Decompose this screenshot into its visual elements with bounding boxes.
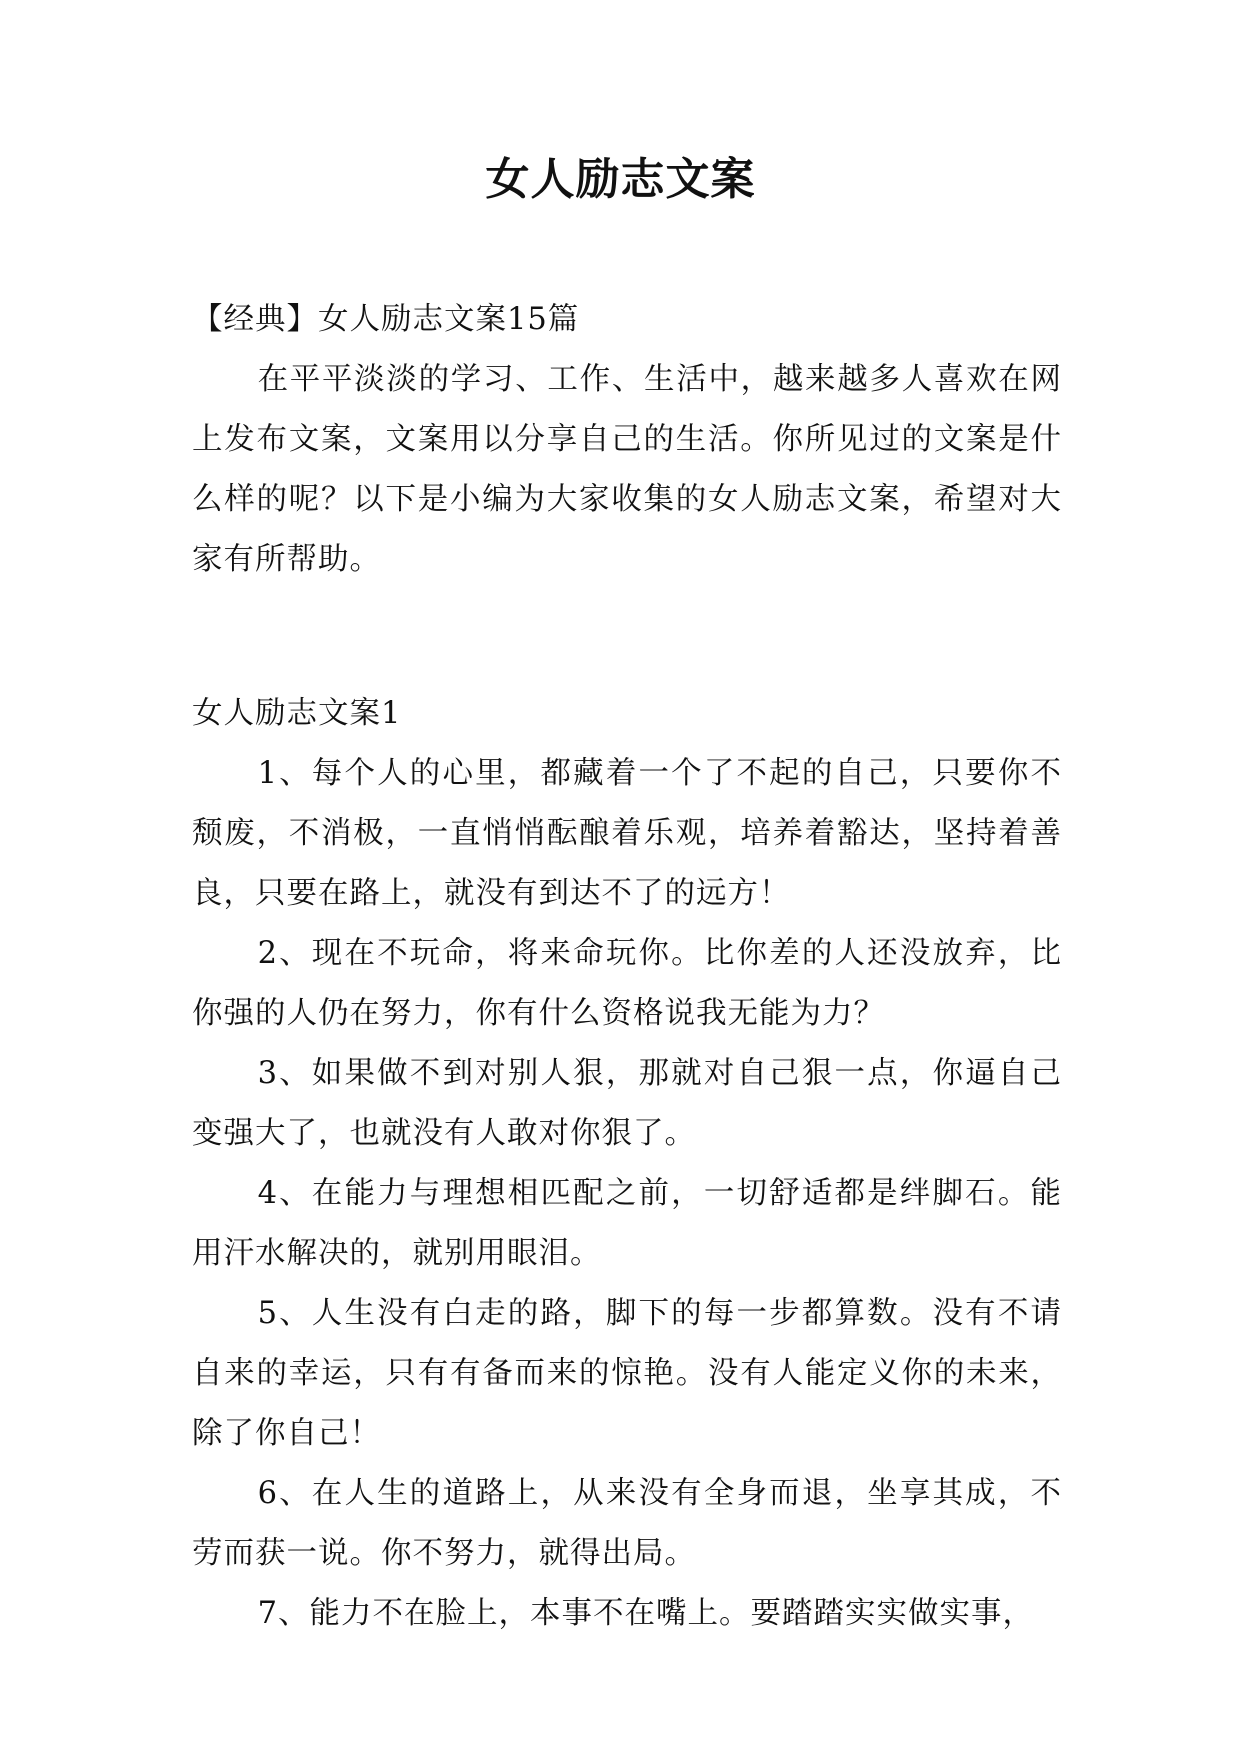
list-item: 7、能力不在脸上，本事不在嘴上。要踏踏实实做实事，: [257, 1596, 1034, 1631]
section-heading: 女人励志文案1: [192, 696, 402, 731]
document-subtitle: 【经典】女人励志文案15篇: [192, 302, 580, 337]
intro-paragraph: 在平平淡淡的学习、工作、生活中，越来越多人喜欢在网上发布文案，文案用以分享自己的生活。你所见过的文案是什么样的呢？以下是小编为大家收集的女人励志文案，希望对大家有所帮助。: [192, 362, 1062, 577]
list-item: 1、每个人的心里，都藏着一个了不起的自己，只要你不颓废，不消极，一直悄悄酝酿着乐观，培养着豁达，坚持着善良，只要在路上，就没有到达不了的远方！: [192, 756, 1062, 911]
list-item: 4、在能力与理想相匹配之前，一切舒适都是绊脚石。能用汗水解决的，就别用眼泪。: [192, 1176, 1062, 1271]
paragraph-gap: [192, 650, 1062, 684]
list-item: 6、在人生的道路上，从来没有全身而退，坐享其成，不劳而获一说。你不努力，就得出局。: [192, 1476, 1062, 1571]
list-item: 5、人生没有白走的路，脚下的每一步都算数。没有不请自来的幸运，只有有备而来的惊艳。没有人能定义你的未来，除了你自己！: [192, 1296, 1062, 1451]
document-body: [192, 290, 1062, 1644]
list-item: 2、现在不玩命，将来命玩你。比你差的人还没放弃，比你强的人仍在努力，你有什么资格说我无能为力？: [192, 936, 1062, 1031]
document-title: 女人励志文案: [485, 154, 756, 205]
list-item: 3、如果做不到对别人狠，那就对自己狠一点，你逼自己变强大了，也就没有人敢对你狠了。: [192, 1056, 1062, 1151]
paragraph-gap: [192, 590, 1062, 650]
